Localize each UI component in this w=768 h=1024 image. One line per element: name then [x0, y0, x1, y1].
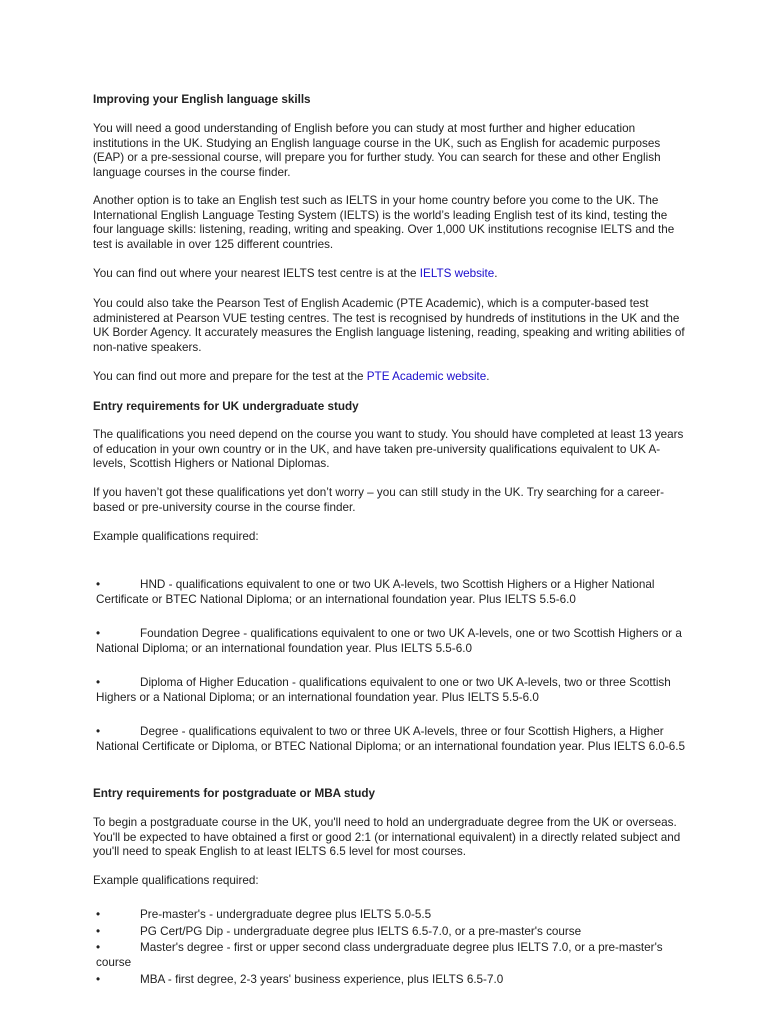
list-item: [96, 973, 686, 988]
heading-undergraduate: Entry requirements for UK undergraduate study: [93, 400, 359, 413]
list-item: [96, 941, 686, 970]
list-item-text: Foundation Degree - qualifications equivalent to one or two UK A-levels, one or two Scottish Highers or a National Diploma; or an international foundation year. Plus IELTS 5.5-6.0: [96, 627, 682, 655]
paragraph-pte-prepare: [93, 370, 685, 385]
list-item: [96, 676, 686, 705]
bullet-icon: •: [96, 941, 101, 954]
list-item-text: Master's degree - first or upper second class undergraduate degree plus IELTS 7.0, or a pre-master's course: [96, 941, 663, 969]
list-item: [96, 578, 686, 607]
paragraph-postgrad-intro: To begin a postgraduate course in the UK, you'll need to hold an undergraduate degree from the UK or overseas. You'll be expected to have obtained a first or good 2:1 (or international equivalent) in a directly related subject and you'll need to speak English to at least IELTS 6.5 level for most courses.: [93, 816, 681, 858]
paragraph-ielts: Another option is to take an English test such as IELTS in your home country before you come to the UK. The International English Language Testing System (IELTS) is the world’s leading English test of its kind, testing the four language skills: listening, reading, writing and speaking. Over 1,000 UK institutions recognise IELTS and the test is available in over 125 different countries.: [93, 194, 675, 251]
postgrad-example-label: Example qualifications required:: [93, 874, 259, 887]
paragraph-ielts-centre: [93, 267, 685, 282]
list-item-text: Degree - qualifications equivalent to two or three UK A-levels, three or four Scottish Highers, a Higher National Certificate or Diploma, or BTEC National Diploma; or an international foundation year. Plus IELTS 6.0-6.5: [96, 725, 685, 753]
list-item-text: Diploma of Higher Education - qualifications equivalent to one or two UK A-levels, two or three Scottish Highers or a National Diploma; or an international foundation year. Plus IELTS 5.5-6.0: [96, 676, 671, 704]
list-item: [96, 627, 686, 656]
list-item-text: HND - qualifications equivalent to one or two UK A-levels, two Scottish Highers or a Higher National Certificate or BTEC National Diploma; or an international foundation year. Plus IELTS 5.5-6.0: [96, 578, 655, 606]
bullet-icon: •: [96, 725, 101, 738]
ielts-centre-text: You can find out where your nearest IELTS test centre is at the: [93, 267, 420, 280]
bullet-icon: •: [96, 973, 101, 986]
paragraph-undergrad-dont-worry: If you haven’t got these qualifications yet don’t worry – you can still study in the UK. Try searching for a career-based or pre-university course in the course finder.: [93, 486, 665, 514]
paragraph-pte: You could also take the Pearson Test of English Academic (PTE Academic), which is a computer-based test administered at Pearson VUE testing centres. The test is recognised by hundreds of institutions in the UK and the UK Border Agency. It accurately measures the English language listening, reading, speaking and writing abilities of non-native speakers.: [93, 297, 685, 354]
bullet-icon: •: [96, 925, 101, 938]
undergrad-example-label: Example qualifications required:: [93, 530, 259, 543]
paragraph-undergrad-qualifications: The qualifications you need depend on the course you want to study. You should have completed at least 13 years of education in your own country or in the UK, and have taken pre-university qualifications equivalent to UK A-levels, Scottish Highers or National Diplomas.: [93, 428, 684, 470]
bullet-icon: •: [96, 676, 101, 689]
list-item-text: PG Cert/PG Dip - undergraduate degree plus IELTS 6.5-7.0, or a pre-master's course: [140, 925, 582, 938]
bullet-icon: •: [96, 627, 101, 640]
heading-postgraduate: Entry requirements for postgraduate or MBA study: [93, 787, 376, 800]
pte-academic-website-link[interactable]: PTE Academic website: [366, 370, 487, 383]
list-item: [96, 908, 686, 923]
list-item: [96, 925, 686, 940]
heading-english-skills: Improving your English language skills: [93, 93, 311, 106]
ielts-centre-period: .: [494, 267, 498, 280]
pte-prepare-period: .: [486, 370, 490, 383]
ielts-website-link[interactable]: IELTS website: [419, 267, 495, 280]
bullet-icon: •: [96, 908, 101, 921]
pte-prepare-text: You can find out more and prepare for the test at the: [93, 370, 367, 383]
paragraph-english-intro: You will need a good understanding of English before you can study at most further and higher education institutions in the UK. Studying an English language course in the UK, such as English for academic purposes (EAP) or a pre-sessional course, will prepare you for further study. You can search for these and other English language courses in the course finder.: [93, 122, 661, 179]
list-item-text: Pre-master's - undergraduate degree plus IELTS 5.0-5.5: [140, 908, 432, 921]
list-item: [96, 725, 686, 754]
list-item-text: MBA - first degree, 2-3 years' business experience, plus IELTS 6.5-7.0: [140, 973, 504, 986]
bullet-icon: •: [96, 578, 101, 591]
